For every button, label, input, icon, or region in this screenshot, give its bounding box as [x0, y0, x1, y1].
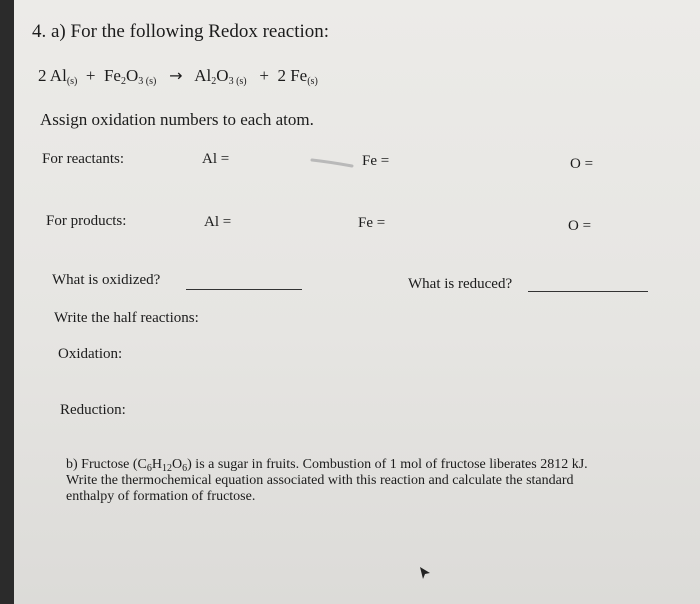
product-al-label: Al = — [204, 214, 232, 230]
eq-al: 2 Al — [38, 66, 67, 85]
products-label: For products: — [46, 213, 127, 229]
half-reactions-prompt: Write the half reactions: — [54, 310, 199, 326]
reactants-label: For reactants: — [42, 151, 125, 167]
worksheet-page — [14, 0, 700, 604]
cursor-arrow-icon — [418, 566, 432, 580]
assign-instruction: Assign oxidation numbers to each atom. — [40, 110, 314, 129]
eq-plus-2: + — [259, 66, 269, 85]
eq-fe: 2 Fe — [277, 66, 308, 85]
oxidized-question: What is oxidized? — [52, 272, 161, 288]
oxidation-label: Oxidation: — [58, 346, 123, 362]
eq-al2o3: $Al_2O_3$ — [194, 66, 234, 87]
eq-arrow: → — [169, 66, 183, 85]
reduction-label: Reduction: — [60, 402, 126, 418]
pencil-smudge-mark — [310, 156, 356, 168]
reactant-fe-label: Fe = — [362, 153, 390, 169]
reactant-al-label: Al = — [202, 151, 230, 167]
eq-al2o3-state: (s) — [233, 76, 247, 87]
eq-al-state: (s) — [66, 76, 78, 87]
redox-equation — [38, 66, 318, 86]
product-fe-label: Fe = — [358, 215, 386, 231]
reduced-answer-line[interactable] — [528, 291, 648, 292]
product-o-label: O = — [568, 218, 592, 234]
eq-fe-state: (s) — [307, 76, 318, 87]
part-a-title: 4. a) For the following Redox reaction: — [32, 21, 330, 42]
part-b-text — [66, 457, 686, 505]
reduced-question: What is reduced? — [408, 276, 513, 292]
oxidized-answer-line[interactable] — [186, 289, 302, 290]
part-b-line-3: enthalpy of formation of fructose. — [66, 489, 256, 504]
eq-fe2o3: $Fe_2O_3$ — [103, 66, 144, 87]
eq-fe2o3-state: (s) — [143, 76, 157, 87]
reactant-o-label: O = — [570, 156, 594, 172]
part-b-line-2: Write the thermochemical equation associated with this reaction and calculate the standard — [66, 473, 574, 488]
eq-plus-1: + — [85, 66, 96, 85]
part-b-line-1: b) Fructose $(C_6H_{12}O_6)$ is a sugar in fruits. Combustion of 1 mol of fructose liberates 2812 kJ. — [66, 457, 588, 474]
